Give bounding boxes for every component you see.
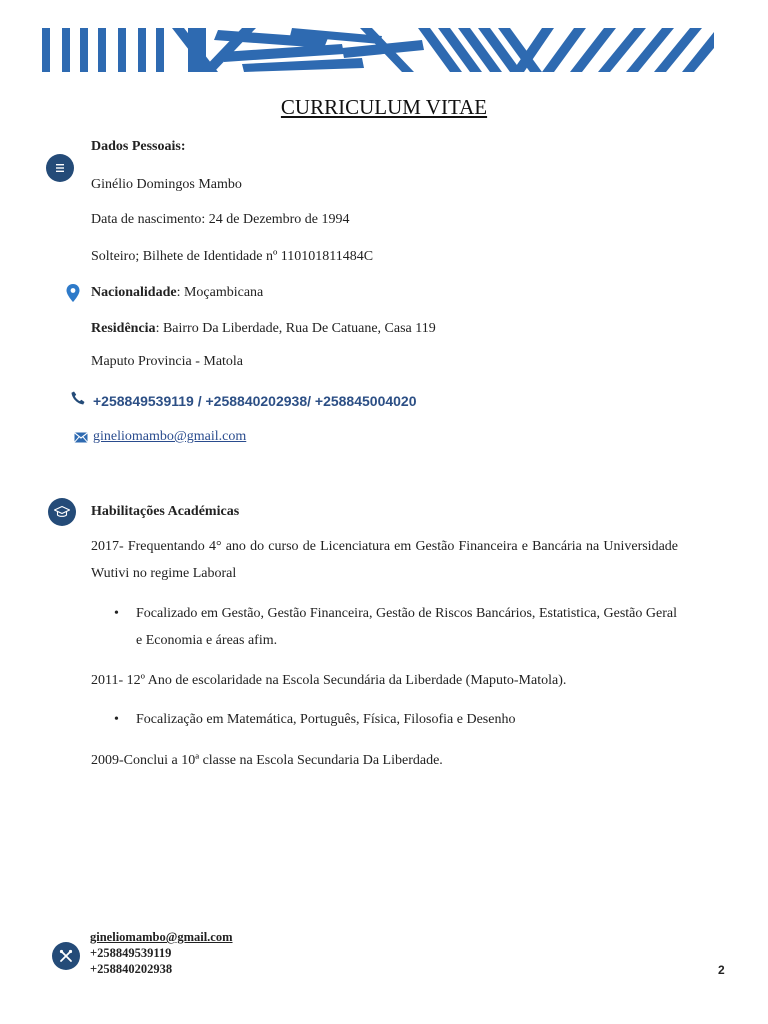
province-line: Maputo Provincia - Matola <box>91 354 244 369</box>
birth-date: Data de nascimento: 24 de Dezembro de 1994 <box>91 212 350 227</box>
footer-phone-1: +258849539119 <box>90 946 172 960</box>
header-banner <box>42 28 714 72</box>
education-heading: Habilitações Académicas <box>91 504 240 519</box>
residence-label: Residência <box>91 321 156 336</box>
education-badge <box>48 498 76 526</box>
list-icon <box>53 161 67 175</box>
email-link[interactable]: gineliomambo@gmail.com <box>93 429 247 444</box>
bullet-marker: • <box>114 606 119 621</box>
nationality-value: : Moçambicana <box>176 285 264 300</box>
tools-icon <box>59 949 73 963</box>
nationality-line <box>91 284 263 302</box>
bullet-marker: • <box>114 712 119 727</box>
education-bullet-2: Focalização em Matemática, Português, Física, Filosofia e Desenho <box>136 712 516 727</box>
mail-icon <box>74 432 88 443</box>
graduation-cap-icon <box>54 506 70 518</box>
phone-numbers: +258849539119 / +258840202938/ +258845004020 <box>93 393 417 409</box>
personal-data-badge <box>46 154 74 182</box>
location-pin-icon <box>66 284 80 302</box>
footer-phone-2: +258840202938 <box>90 962 173 976</box>
phone-icon <box>71 391 85 405</box>
footer-contact <box>90 929 233 977</box>
personal-data-heading: Dados Pessoais: <box>91 139 186 154</box>
education-entry-2017: 2017- Frequentando 4° ano do curso de Licenciatura em Gestão Financeira e Bancária na Universidade Wutivi no regime Laboral <box>91 539 678 581</box>
nationality-label: Nacionalidade <box>91 285 177 300</box>
education-entry-2009: 2009-Conclui a 10ª classe na Escola Secundaria Da Liberdade. <box>91 753 443 768</box>
education-bullet-1: Focalizado em Gestão, Gestão Financeira, Gestão de Riscos Bancários, Estatistica, Gestão Geral e Economia e áreas afim. <box>136 606 677 648</box>
full-name: Ginélio Domingos Mambo <box>91 177 242 192</box>
page-number: 2 <box>718 963 725 977</box>
residence-value: : Bairro Da Liberdade, Rua De Catuane, Casa 119 <box>155 321 436 336</box>
civil-status: Solteiro; Bilhete de Identidade nº 110101811484C <box>91 249 374 264</box>
education-entry-2011: 2011- 12º Ano de escolaridade na Escola Secundária da Liberdade (Maputo-Matola). <box>91 673 567 688</box>
page-title: CURRICULUM VITAE <box>280 95 488 119</box>
footer-badge <box>52 942 80 970</box>
residence-line <box>91 320 436 338</box>
footer-email[interactable]: gineliomambo@gmail.com <box>90 930 233 944</box>
